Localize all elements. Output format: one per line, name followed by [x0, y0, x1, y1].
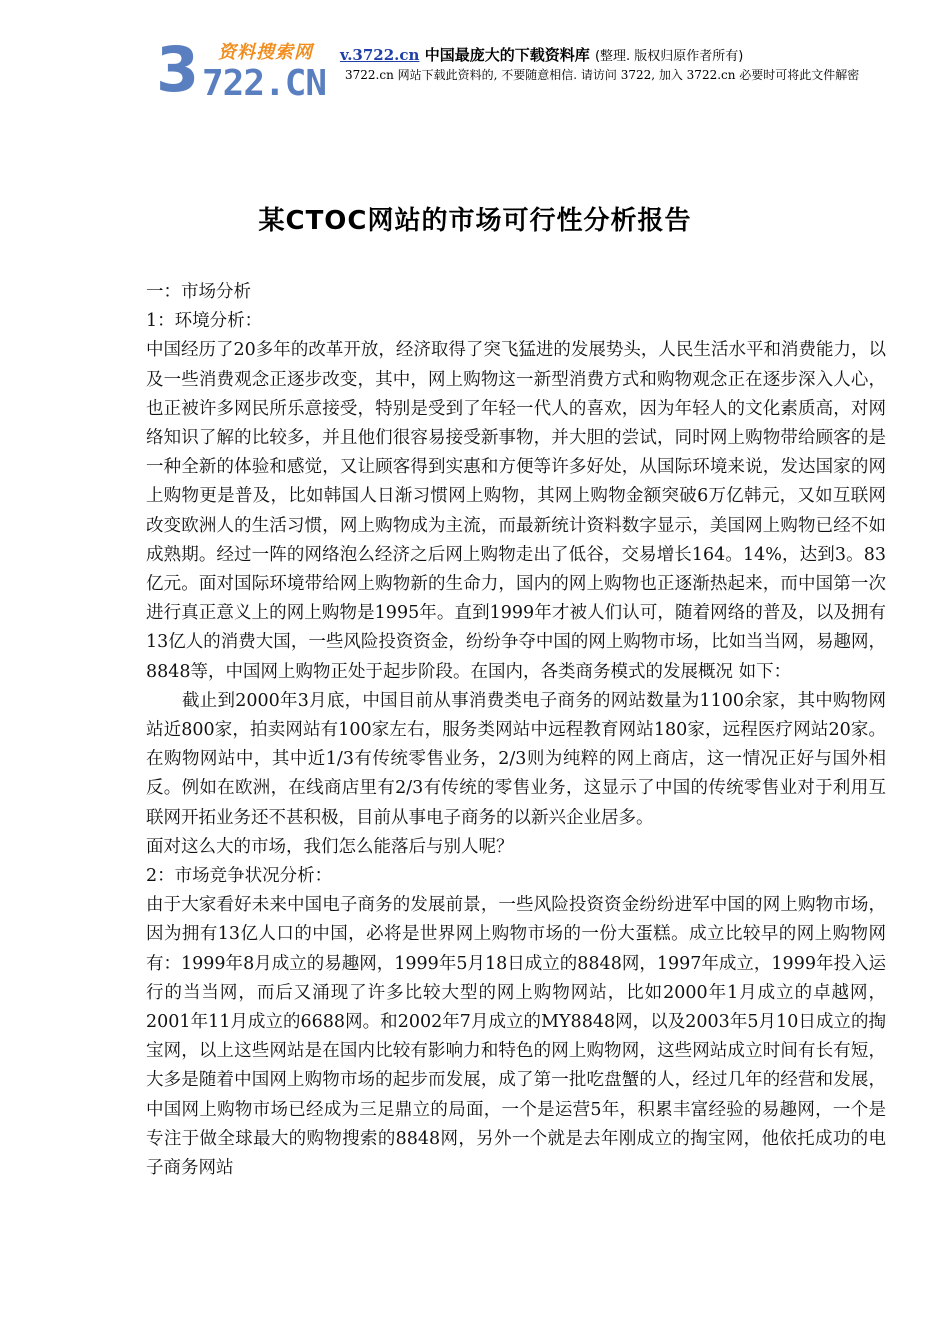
section-heading: 一：市场分析: [146, 282, 251, 302]
copyright-note: (整理. 版权归原作者所有): [594, 49, 744, 64]
logo-digit: 3: [156, 33, 200, 106]
body-paragraph: 由于大家看好未来中国电子商务的发展前景，一些风险投资资金纷纷进军中国的网上购物市场，因为拥有13亿人口的中国，必将是世界网上购物市场的一份大蛋糕。成立比较早的网上购物网有：1999年8月成立的易趣网，1999年5月18日成立的8848网，1997年成立，1999年投入运行的当当网，而后又涌现了许多比较大型的网上购物网站，比如2000年1月成立的卓越网，2001年11月成立的6688网。和2002年7月成立的MY8848网，以及2003年5月10日成立的掏宝网，以上这些网站是在国内比较有影响力和特色的网上购物网，这些网站成立时间有长有短，大多是随着中国网上购物市场的起步而发展，成了第一批吃盘蟹的人，经过几年的经营和发展，中国网上购物市场已经成为三足鼎立的局面，一个是运营5年，积累丰富经验的易趣网，一个是专注于做全球最大的购物搜索的8848网，另外一个就是去年刚成立的掏宝网，他依托成功的电子商务网站: [146, 895, 886, 1179]
body-paragraph: 截止到2000年3月底，中国目前从事消费类电子商务的网站数量为1100余家，其中购物网站近800家，拍卖网站有100家左右，服务类网站中远程教育网站180家，远程医疗网站20家。在购物网站中，其中近1/3有传统零售业务，2/3则为纯粹的网上商店，这一情况正好与国外相反。例如在欧洲，在线商店里有2/3有传统的零售业务，这显示了中国的传统零售业对于利用互联网开拓业务还不甚积极，目前从事电子商务的以新兴企业居多。: [146, 690, 886, 828]
subsection-heading: 1：环境分析：: [146, 311, 263, 332]
page-header: [150, 34, 890, 106]
download-notice: 3722.cn 网站下载此资料的, 不要随意相信. 请访问 3722, 加入 3722.cn 必要时可将此文件解密: [345, 68, 860, 82]
header-title-line: [340, 44, 743, 65]
subsection-heading: 2：市场竞争状况分析：: [146, 866, 333, 887]
body-paragraph: 面对这么大的市场，我们怎么能落后与别人呢？: [146, 836, 514, 857]
logo-tagline: 资料搜索网: [218, 42, 313, 63]
site-tagline: 中国最庞大的下载资料库: [424, 46, 590, 64]
site-logo[interactable]: [150, 34, 350, 106]
site-link[interactable]: v.3722.cn: [340, 46, 420, 64]
document-body: [146, 278, 886, 1183]
document-title: 某CTOC网站的市场可行性分析报告: [258, 206, 692, 236]
body-paragraph: 中国经历了20多年的改革开放，经济取得了突飞猛进的发展势头，人民生活水平和消费能力，以及一些消费观念正逐步改变，其中，网上购物这一新型消费方式和购物观念正在逐步深入人心，也正被许多网民所乐意接受，特别是受到了年轻一代人的喜欢，因为年轻人的文化素质高，对网络知识了解的比较多，并且他们很容易接受新事物，并大胆的尝试，同时网上购物带给顾客的是一种全新的体验和感觉，又让顾客得到实惠和方便等许多好处，从国际环境来说，发达国家的网上购物更是普及，比如韩国人日渐习惯网上购物，其网上购物金额突破6万亿韩元，又如互联网改变欧洲人的生活习惯，网上购物成为主流，而最新统计资料数字显示，美国网上购物已经不如成熟期。经过一阵的网络泡么经济之后网上购物走出了低谷，交易增长164。14%，达到3。83亿元。面对国际环境带给网上购物新的生命力，国内的网上购物也正逐渐热起来，而中国第一次进行真正意义上的网上购物是1995年。直到1999年才被人们认可，随着网络的普及，以及拥有13亿人的消费大国，一些风险投资资金，纷纷争夺中国的网上购物市场，比如当当网，易趣网，8848等，中国网上购物正处于起步阶段。在国内，各类商务模式的发展概况 如下：: [146, 340, 886, 682]
logo-domain: 722.CN: [202, 63, 327, 104]
